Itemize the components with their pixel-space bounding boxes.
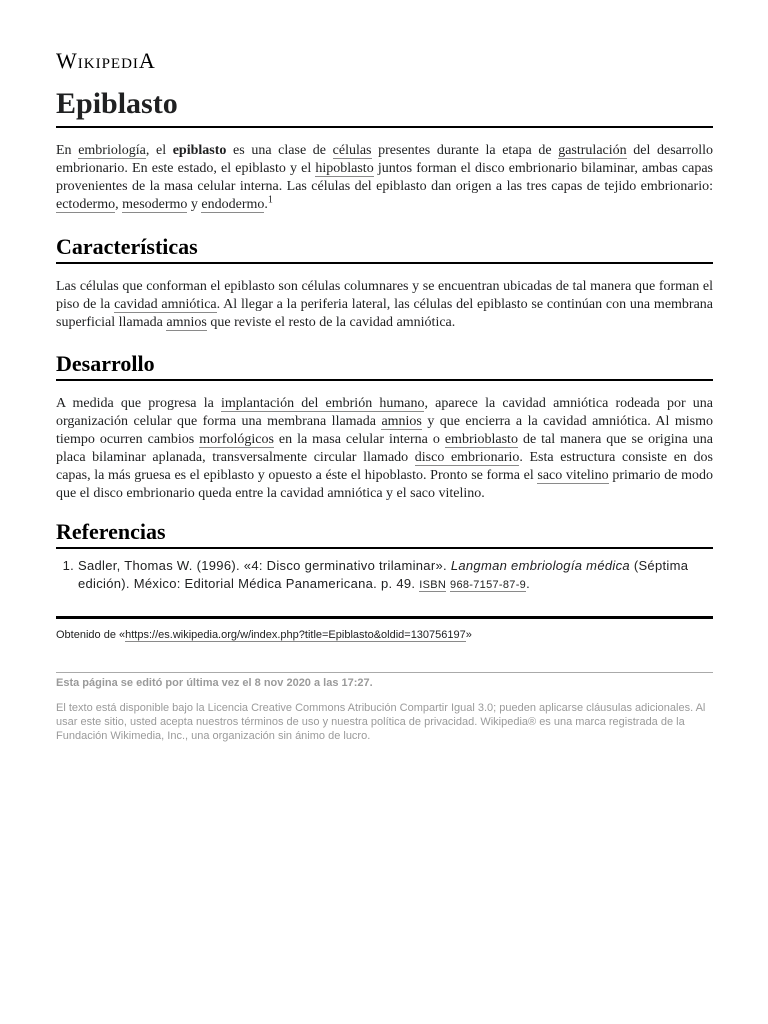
link-celulas[interactable]: células bbox=[332, 143, 372, 158]
logo-ikipedi: ikipedi bbox=[77, 48, 139, 73]
book-title: Langman embriología médica bbox=[450, 558, 630, 573]
link-mesodermo[interactable]: mesodermo bbox=[122, 197, 188, 212]
logo-a: A bbox=[138, 48, 156, 73]
link-disco-embrionario[interactable]: disco embrionario bbox=[414, 450, 520, 465]
obtained-from: Obtenido de «https://es.wikipedia.org/w/index.php?title=Epiblasto&oldid=130756197» bbox=[56, 629, 472, 641]
last-edit-text: Esta página se editó por última vez el 8 nov 2020 a las 17:27. bbox=[56, 677, 373, 689]
link-embriologia[interactable]: embriología bbox=[78, 143, 146, 158]
page-title: Epiblasto bbox=[56, 84, 713, 128]
heading-desarrollo: Desarrollo bbox=[56, 349, 713, 381]
bold-term: epiblasto bbox=[172, 143, 227, 158]
footer-rule bbox=[56, 672, 713, 673]
wikipedia-logo[interactable] bbox=[56, 48, 156, 74]
references-list bbox=[56, 557, 735, 594]
link-embrioblasto[interactable]: embrioblasto bbox=[444, 432, 518, 447]
intro-paragraph: En embriología, el epiblasto es una clase de células presentes durante la etapa de gastrulación del desarrollo embrionario. En este estado, el epiblasto y el hipoblasto juntos forman el disco embrionario bilaminar, ambas capas provenientes de la masa celular interna. Las células del epiblasto dan origen a las tres capas de tejido embrionario: ectodermo, mesodermo y endodermo.$^1$ bbox=[56, 143, 713, 212]
link-saco-vitelino[interactable]: saco vitelino bbox=[537, 468, 609, 483]
desarrollo-paragraph: A medida que progresa la implantación del embrión humano, aparece la cavidad amniótica rodeada por una organización celular que forma una membrana llamada amnios y que encierra a la cavidad amniótica. Al mismo tiempo ocurren cambios morfológicos en la masa celular interna o embrioblasto de tal manera que se origina una placa bilaminar aplanada, transversalmente circular llamado disco embrionario. Esta estructura consiste en dos capas, la más gruesa es el epiblasto y opuesto a éste el hipoblasto. Pronto se forma el saco vitelino primario de modo que el disco embrionario queda entre la cavidad amniótica y el saco vitelino. bbox=[56, 396, 714, 501]
footnote-ref-1[interactable]: 1 bbox=[267, 194, 273, 206]
heading-referencias: Referencias bbox=[56, 517, 713, 549]
link-hipoblasto[interactable]: hipoblasto bbox=[315, 161, 374, 176]
link-source-url[interactable]: https://es.wikipedia.org/w/index.php?title=Epiblasto&oldid=130756197 bbox=[125, 629, 466, 641]
link-isbn-number[interactable]: 968-7157-87-9 bbox=[450, 579, 527, 591]
license-text: El texto está disponible bajo la Licencia Creative Commons Atribución Compartir Igual 3.0; pueden aplicarse cláusulas adicionales. Al usar este sitio, usted acepta nuestros términos de uso y nuestra política de privacidad. Wikipedia® es una marca registrada de la Fundación Wikimedia, Inc., una organización sin ánimo de lucro. bbox=[56, 702, 706, 742]
reference-item: 1. Sadler, Thomas W. (1996). «4: Disco germinativo trilaminar». Langman embriología médica (Séptima edición). México: Editorial Médica Panamericana. p. 49. ISBN 968-7157-87-9. bbox=[78, 557, 735, 594]
link-cavidad-amniotica[interactable]: cavidad amniótica bbox=[114, 297, 217, 312]
heading-caracteristicas: Características bbox=[56, 232, 713, 264]
footer-divider bbox=[56, 616, 713, 619]
caracteristicas-paragraph: Las células que conforman el epiblasto son células columnares y se encuentran ubicadas de tal manera que forman el piso de la cavidad amniótica. Al llegar a la periferia lateral, las células del epiblasto se continúan con una membrana superficial llamada amnios que reviste el resto de la cavidad amniótica. bbox=[56, 279, 714, 330]
logo-w: W bbox=[56, 48, 78, 73]
link-amnios[interactable]: amnios bbox=[166, 315, 207, 330]
link-morfologicos[interactable]: morfológicos bbox=[199, 432, 274, 447]
link-implantacion[interactable]: implantación del embrión humano bbox=[220, 396, 425, 411]
link-endodermo[interactable]: endodermo bbox=[201, 197, 265, 212]
link-gastrulacion[interactable]: gastrulación bbox=[558, 143, 627, 158]
link-ectodermo[interactable]: ectodermo bbox=[56, 197, 116, 212]
link-amnios-2[interactable]: amnios bbox=[381, 414, 422, 429]
link-isbn[interactable]: ISBN bbox=[419, 579, 447, 591]
